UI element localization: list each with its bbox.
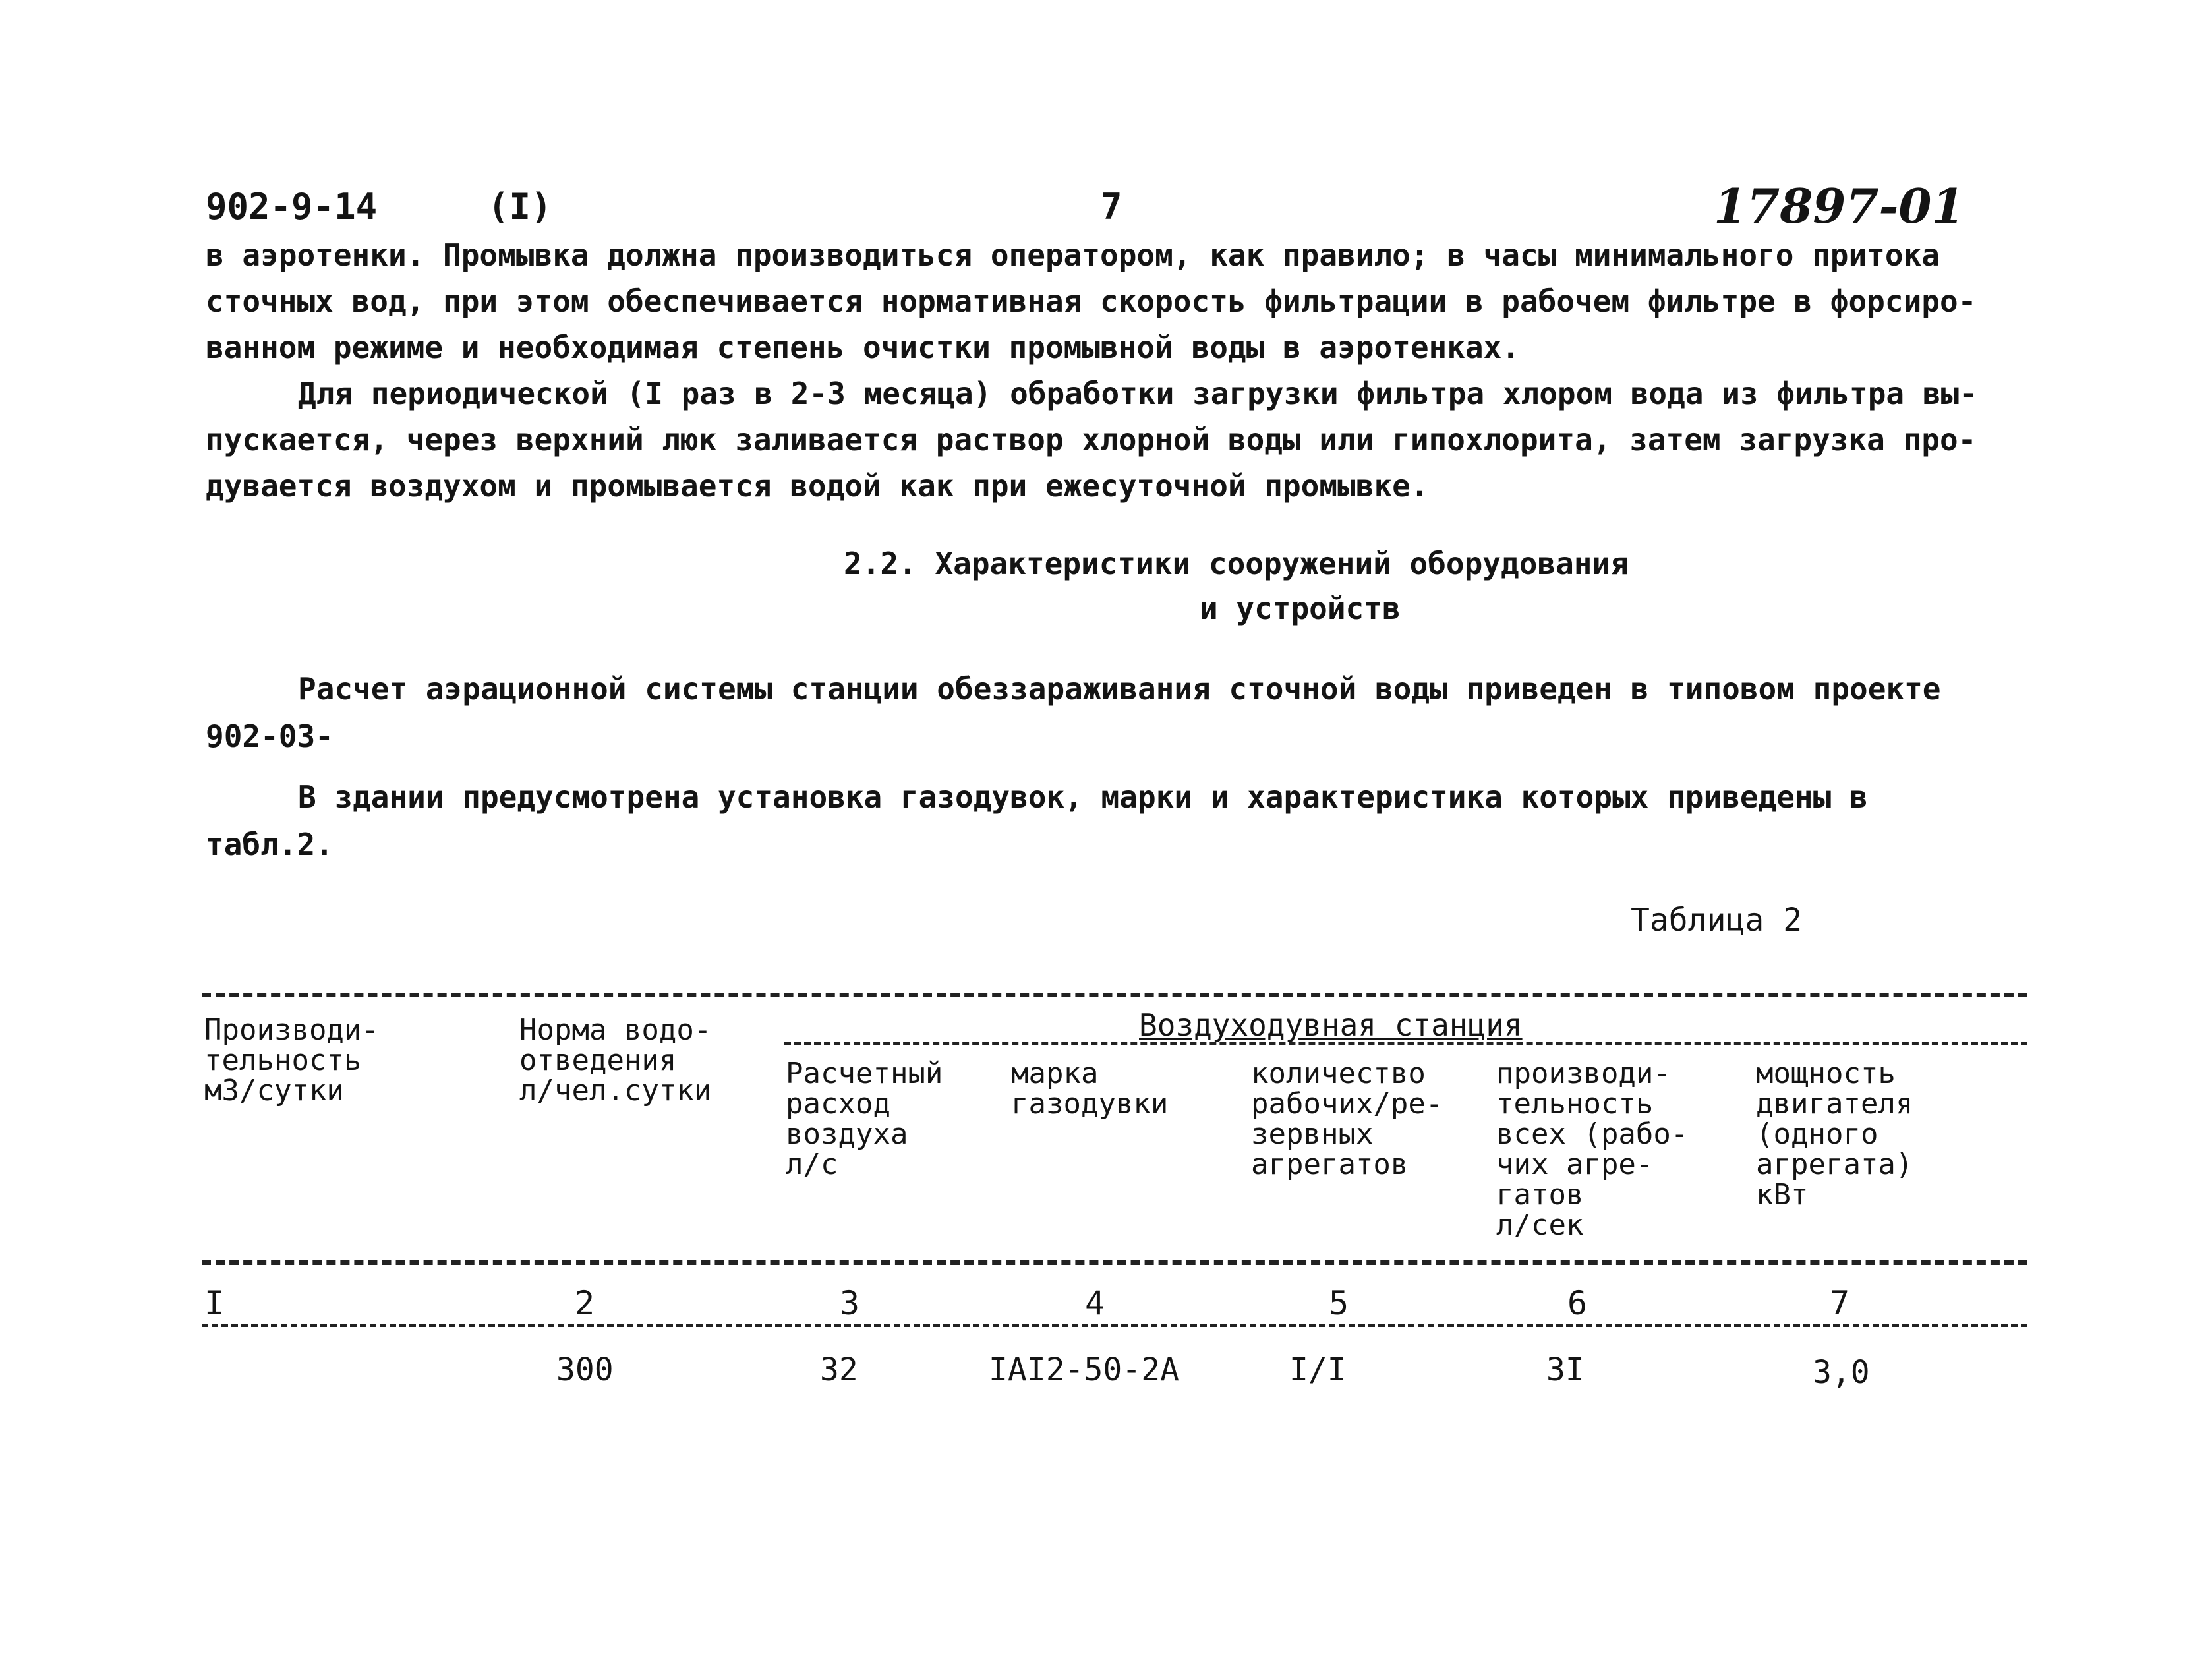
paragraph-1-line-1: в аэротенки. Промывка должна производиться оператором, как правило; в часы минимального притока [206, 237, 1940, 273]
table-header-bottom-rule [202, 1260, 2027, 1265]
paragraph-1-line-2: сточных вод, при этом обеспечивается нормативная скорость фильтрации в рабочем фильтре в форсиро- [206, 283, 1977, 319]
column-number-6: 6 [1567, 1284, 1588, 1322]
column-header-motor-power: мощность двигателя (одного агрегата) кВт [1756, 1057, 1913, 1212]
paragraph-4-line-1: В здании предусмотрена установка газодувок, марки и характеристика которых приведены в [298, 779, 1868, 815]
column-number-1: I [204, 1284, 225, 1322]
table-cell-air-flow: 32 [820, 1351, 858, 1388]
section-heading-line-1: 2.2. Характеристики сооружений оборудования [844, 546, 1629, 581]
table-cell-blower-brand: IAI2-50-2A [989, 1351, 1179, 1388]
column-header-norm: Норма водо- отведения л/чел.сутки [519, 1013, 712, 1107]
column-number-3: 3 [840, 1284, 860, 1322]
column-header-air-flow: Расчетный расход воздуха л/с [786, 1057, 943, 1181]
column-number-7: 7 [1830, 1284, 1850, 1322]
column-number-4: 4 [1085, 1284, 1105, 1322]
column-header-blower-brand: марка газодувки [1011, 1057, 1169, 1121]
document-code: 902-9-14 [206, 186, 378, 227]
paragraph-4-line-2: табл.2. [206, 827, 334, 862]
paragraph-2-line-1: Для периодической (I раз в 2-3 месяца) обработки загрузки фильтра хлором вода из фильтра вы- [298, 376, 1977, 411]
column-number-5: 5 [1329, 1284, 1349, 1322]
paragraph-3-line-2: 902-03- [206, 719, 334, 754]
table-cell-norm: 300 [556, 1351, 614, 1388]
page-number: 7 [1101, 186, 1122, 227]
group-header-air-station: Воздуходувная станция [1139, 1007, 1523, 1043]
document-part: (I) [488, 186, 552, 227]
column-number-2: 2 [575, 1284, 595, 1322]
paragraph-1-line-3: ванном режиме и необходимая степень очистки промывной воды в аэротенках. [206, 330, 1520, 365]
table-cell-total-capacity: 3I [1546, 1351, 1585, 1388]
paragraph-2-line-3: дувается воздухом и промывается водой как при ежесуточной промывке. [206, 468, 1429, 504]
inventory-number: 17897-01 [1714, 178, 1965, 234]
column-header-units-count: количество рабочих/ре- зервных агрегатов [1251, 1057, 1443, 1181]
table-caption: Таблица 2 [1631, 902, 1803, 939]
paragraph-3-line-1: Расчет аэрационной системы станции обеззараживания сточной воды приведен в типовом проекте [298, 671, 1941, 707]
column-header-capacity: Производи- тельность м3/сутки [204, 1013, 379, 1107]
table-cell-motor-power: 3,0 [1813, 1354, 1870, 1391]
column-header-total-capacity: производи- тельность всех (рабо- чих агре- гатов л/сек [1496, 1057, 1689, 1242]
table-top-rule [202, 993, 2027, 997]
paragraph-2-line-2: пускается, через верхний люк заливается раствор хлорной воды или гипохлорита, затем загрузка про- [206, 422, 1977, 457]
table-cell-units-count: I/I [1289, 1351, 1347, 1388]
column-number-rule [202, 1324, 2027, 1327]
section-heading-line-2: и устройств [1200, 591, 1401, 626]
